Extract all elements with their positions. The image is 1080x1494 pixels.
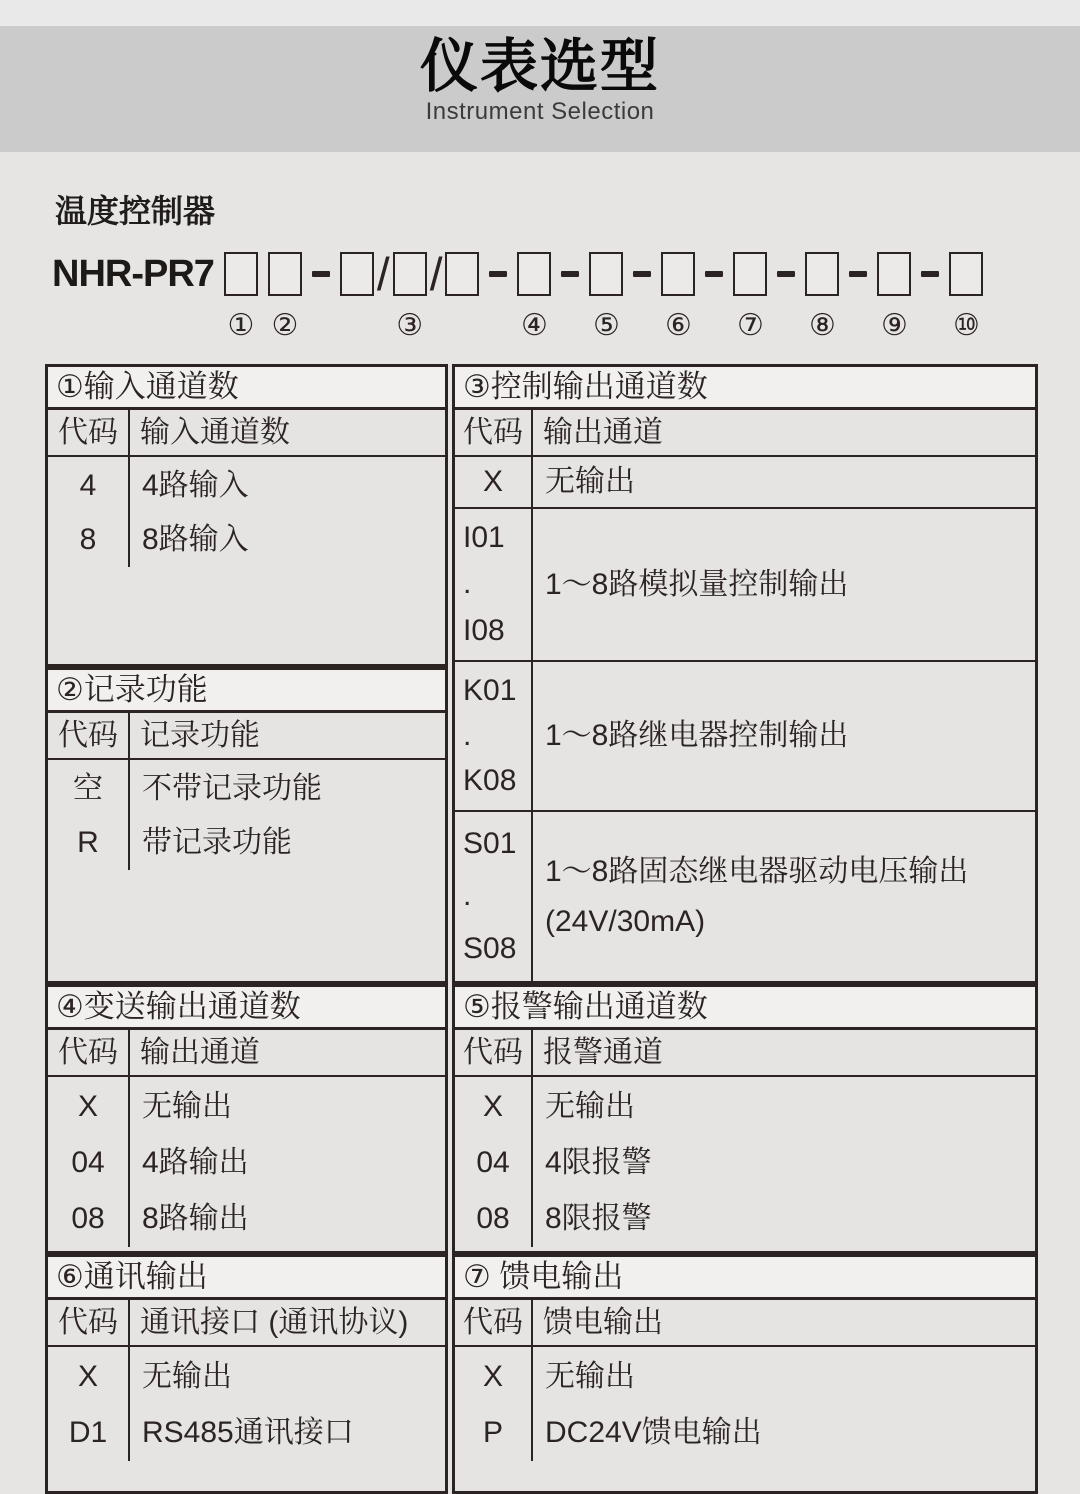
dash-icon — [777, 271, 795, 277]
section-title: ①输入通道数 — [48, 367, 445, 410]
desc-cell: 不带记录功能 — [142, 772, 322, 805]
table-communication-output — [45, 1254, 448, 1494]
code-cell: 空 — [73, 772, 103, 805]
desc-cell: 无输出 — [142, 1090, 232, 1123]
code-cell: X — [77, 1360, 98, 1393]
code-cell: X — [482, 1090, 503, 1123]
position-label: ⑥ — [665, 309, 692, 342]
code-cell: P — [482, 1416, 503, 1449]
dash-separator — [777, 250, 795, 298]
model-code-box — [224, 252, 258, 296]
code-cell: S01 — [463, 827, 517, 861]
desc-cell: (24V/30mA) — [545, 904, 706, 938]
desc-cell: 4路输出 — [142, 1146, 249, 1179]
dash-icon — [489, 271, 507, 277]
dash-icon — [921, 271, 939, 277]
table-record-function — [45, 667, 448, 984]
code-cell: . — [463, 879, 472, 913]
section-title: ②记录功能 — [48, 670, 445, 713]
desc-cell: 无输出 — [545, 465, 635, 498]
table-body — [455, 1077, 1035, 1247]
code-cell: 04 — [476, 1146, 510, 1179]
code-cell: 4 — [79, 469, 97, 502]
product-name: 温度控制器 — [55, 193, 216, 229]
model-position-7 — [733, 250, 767, 342]
desc-cell: 1～8路继电器控制输出 — [545, 719, 849, 752]
col-header-code: 代码 — [48, 713, 130, 758]
selection-tables — [45, 364, 1080, 1494]
table-row — [455, 812, 1035, 981]
code-cell: X — [77, 1090, 98, 1123]
section-title: ⑤报警输出通道数 — [455, 987, 1035, 1030]
slash-separator: / — [376, 248, 390, 300]
position-label: ⑧ — [809, 309, 836, 342]
col-header-desc: 输入通道数 — [140, 416, 290, 449]
model-code-box — [661, 252, 695, 296]
desc-cell: 8路输出 — [142, 1202, 249, 1235]
model-position-8 — [805, 250, 839, 342]
model-position-1 — [224, 250, 258, 342]
desc-cell: 8路输入 — [142, 523, 249, 556]
code-cell: I08 — [463, 613, 505, 647]
page-title: 仪表选型 — [419, 34, 660, 99]
tables-right-column — [452, 364, 1038, 1494]
position-label: ⑦ — [737, 309, 764, 342]
col-header-code: 代码 — [48, 1030, 130, 1075]
col-header-desc: 馈电输出 — [543, 1306, 663, 1339]
position-label: ② — [271, 309, 299, 342]
position-label: ⑨ — [881, 309, 908, 342]
table-retransmission-output — [45, 984, 448, 1254]
code-cell: . — [463, 718, 472, 752]
tables-left-column — [45, 364, 448, 1494]
code-cell: I01 — [463, 521, 505, 555]
col-header-code: 代码 — [455, 1300, 533, 1345]
dash-separator — [312, 250, 330, 298]
code-cell: X — [482, 1360, 503, 1393]
table-row — [455, 509, 1035, 662]
table-row — [455, 457, 1035, 509]
table-body — [48, 760, 445, 870]
code-cell: . — [463, 567, 472, 601]
top-strip — [0, 0, 1080, 26]
section-title: ④变送输出通道数 — [48, 987, 445, 1030]
model-code-line — [52, 250, 1080, 342]
model-position-2 — [268, 250, 302, 342]
col-header-code: 代码 — [455, 1030, 533, 1075]
model-position-10 — [949, 250, 983, 342]
code-cell: 08 — [476, 1202, 510, 1235]
dash-icon — [705, 271, 723, 277]
table-body — [48, 1077, 445, 1247]
desc-cell: 4路输入 — [142, 469, 249, 502]
desc-cell: 8限报警 — [545, 1202, 652, 1235]
section-title: ⑥通讯输出 — [48, 1257, 445, 1300]
position-label: ④ — [521, 309, 548, 342]
desc-cell: 1～8路固态继电器驱动电压输出 — [545, 854, 969, 888]
col-header-desc: 报警通道 — [543, 1036, 663, 1069]
model-code-box — [949, 252, 983, 296]
model-code-box — [393, 252, 427, 296]
dash-icon — [312, 271, 330, 277]
desc-cell: 带记录功能 — [142, 826, 292, 859]
code-cell: S08 — [463, 931, 517, 965]
page-header — [0, 26, 1080, 152]
desc-cell: DC24V馈电输出 — [545, 1416, 762, 1449]
dash-separator — [489, 250, 507, 298]
table-body — [48, 457, 445, 567]
col-header-desc: 记录功能 — [140, 719, 260, 752]
model-code-box — [517, 252, 551, 296]
table-body — [48, 1347, 445, 1461]
position-label: ⑩ — [953, 309, 980, 342]
position-label: ③ — [396, 309, 424, 342]
model-position-6 — [661, 250, 695, 342]
desc-cell: RS485通讯接口 — [142, 1416, 354, 1449]
dash-icon — [849, 271, 867, 277]
col-header-desc: 通讯接口 (通讯协议) — [140, 1306, 409, 1339]
desc-cell: 无输出 — [142, 1360, 232, 1393]
position-label: ⑤ — [593, 309, 620, 342]
table-alarm-output — [452, 984, 1038, 1254]
code-cell: X — [455, 457, 533, 507]
model-position-5 — [589, 250, 623, 342]
code-cell: 8 — [79, 523, 97, 556]
dash-separator — [921, 250, 939, 298]
code-cell: 08 — [71, 1202, 105, 1235]
table-input-channels — [45, 364, 448, 667]
section-title: ③控制输出通道数 — [455, 367, 1035, 410]
model-prefix: NHR-PR7 — [52, 253, 214, 295]
model-code-box — [733, 252, 767, 296]
model-position-4 — [517, 250, 551, 342]
code-cell: 04 — [71, 1146, 105, 1179]
model-code-box — [589, 252, 623, 296]
dash-icon — [633, 271, 651, 277]
col-header-code: 代码 — [455, 410, 533, 455]
model-code-box — [877, 252, 911, 296]
col-header-code: 代码 — [48, 410, 130, 455]
page-subtitle: Instrument Selection — [425, 98, 655, 125]
table-row — [455, 662, 1035, 812]
model-position-3 — [340, 250, 480, 342]
code-cell: R — [77, 826, 99, 859]
model-position-9 — [877, 250, 911, 342]
model-prefix-unit — [52, 250, 214, 298]
dash-icon — [561, 271, 579, 277]
desc-cell: 1～8路模拟量控制输出 — [545, 567, 849, 601]
col-header-code: 代码 — [48, 1300, 130, 1345]
code-cell: K08 — [463, 764, 517, 798]
dash-separator — [633, 250, 651, 298]
model-code-box — [340, 252, 374, 296]
slash-separator: / — [429, 248, 443, 300]
code-cell: D1 — [68, 1416, 108, 1449]
desc-cell: 无输出 — [545, 1090, 635, 1123]
dash-separator — [849, 250, 867, 298]
table-body — [455, 1347, 1035, 1461]
table-feed-power-output — [452, 1254, 1038, 1494]
table-control-output — [452, 364, 1038, 984]
col-header-desc: 输出通道 — [543, 416, 663, 449]
dash-separator — [561, 250, 579, 298]
dash-separator — [705, 250, 723, 298]
code-cell: K01 — [463, 673, 517, 707]
model-code-box — [805, 252, 839, 296]
desc-cell: 4限报警 — [545, 1146, 652, 1179]
position-label: ① — [227, 309, 255, 342]
model-code-box — [445, 252, 479, 296]
section-title: ⑦ 馈电输出 — [455, 1257, 1035, 1300]
desc-cell: 无输出 — [545, 1360, 635, 1393]
col-header-desc: 输出通道 — [140, 1036, 260, 1069]
model-code-box — [268, 252, 302, 296]
